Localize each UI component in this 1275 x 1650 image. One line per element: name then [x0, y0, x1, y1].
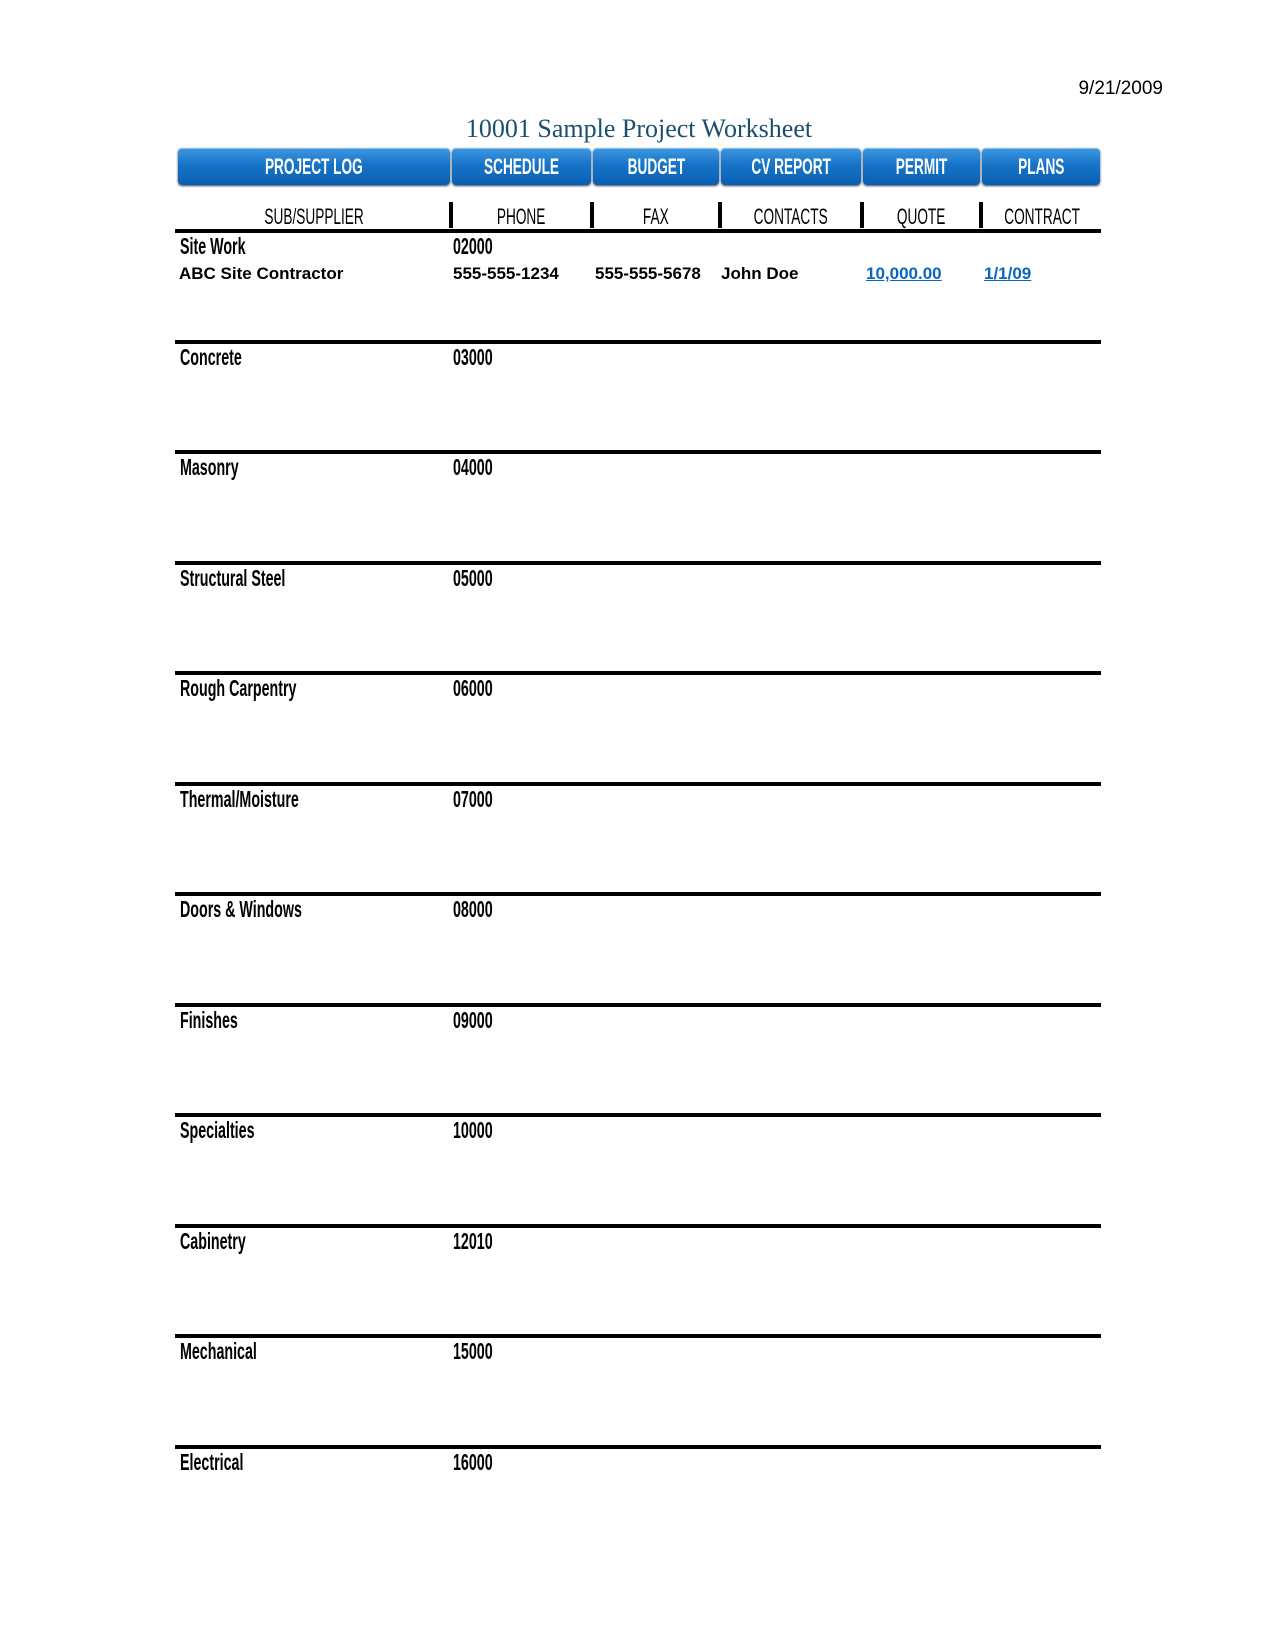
- section-name: Specialties: [180, 1117, 255, 1143]
- nav-button-permit[interactable]: [863, 148, 980, 185]
- section-name: Mechanical: [180, 1338, 257, 1364]
- entry-supplier: ABC Site Contractor: [179, 264, 344, 283]
- nav-button-schedule[interactable]: [452, 148, 591, 185]
- section-divider: [175, 561, 1101, 565]
- section-divider: [175, 1334, 1101, 1338]
- section-name: Finishes: [180, 1006, 238, 1033]
- section-code: 05000: [453, 564, 493, 591]
- column-header: [720, 204, 862, 230]
- column-header-label: FAX: [643, 204, 669, 229]
- section-divider: [175, 340, 1101, 344]
- column-header: [981, 204, 1101, 230]
- entry-phone: 555-555-1234: [453, 264, 559, 283]
- section-code: 09000: [453, 1006, 493, 1033]
- nav-button-label: PROJECT LOG: [265, 153, 363, 179]
- section-code: 07000: [453, 785, 493, 812]
- column-header-label: PHONE: [497, 204, 546, 229]
- section-name: Rough Carpentry: [180, 675, 297, 701]
- section-name: Electrical: [180, 1448, 244, 1475]
- column-divider: [860, 202, 864, 228]
- section-code: 12010: [453, 1227, 493, 1254]
- nav-button-label: PERMIT: [895, 153, 948, 179]
- entry-fax: 555-555-5678: [595, 264, 701, 283]
- section-name: Structural Steel: [180, 564, 286, 591]
- nav-button-label: PLANS: [1017, 153, 1065, 179]
- column-header: [451, 204, 592, 230]
- section-divider: [175, 1445, 1101, 1449]
- column-header: [862, 204, 981, 230]
- section-name: Thermal/Moisture: [180, 785, 299, 812]
- section-name: Cabinetry: [180, 1227, 246, 1254]
- column-divider: [590, 202, 594, 228]
- section-divider: [175, 782, 1101, 786]
- nav-button-plans[interactable]: [982, 148, 1100, 185]
- column-header-label: CONTACTS: [753, 204, 829, 229]
- section-code: 15000: [453, 1338, 493, 1364]
- entry-contact: John Doe: [721, 264, 799, 283]
- section-divider: [175, 450, 1101, 454]
- print-date: 9/21/2009: [1078, 78, 1163, 99]
- column-header-label: QUOTE: [897, 204, 946, 229]
- section-name: Doors & Windows: [180, 896, 302, 922]
- section-divider: [175, 229, 1101, 233]
- column-divider: [979, 202, 983, 228]
- section-code: 16000: [453, 1448, 493, 1475]
- nav-button-label: CV REPORT: [751, 153, 831, 179]
- section-code: 04000: [453, 454, 493, 480]
- section-name: Masonry: [180, 454, 239, 480]
- column-divider: [718, 202, 722, 228]
- section-divider: [175, 1003, 1101, 1007]
- section-name: Site Work: [180, 233, 246, 259]
- nav-button-label: BUDGET: [627, 153, 685, 179]
- entry-quote-link[interactable]: 10,000.00: [866, 264, 942, 283]
- column-header: [592, 204, 720, 230]
- section-code: 06000: [453, 675, 493, 701]
- column-header: [177, 204, 451, 230]
- column-header-label: SUB/SUPPLIER: [264, 204, 364, 229]
- section-divider: [175, 1224, 1101, 1228]
- section-code: 10000: [453, 1117, 493, 1143]
- section-divider: [175, 1113, 1101, 1117]
- nav-button-budget[interactable]: [593, 148, 719, 185]
- page-title: 10001 Sample Project Worksheet: [465, 114, 813, 143]
- column-divider: [449, 202, 453, 228]
- nav-button-cv-report[interactable]: [721, 148, 861, 185]
- section-name: Concrete: [180, 343, 242, 370]
- column-header-label: CONTRACT: [1004, 204, 1080, 229]
- section-divider: [175, 671, 1101, 675]
- section-divider: [175, 892, 1101, 896]
- section-code: 02000: [453, 233, 493, 259]
- section-code: 03000: [453, 343, 493, 370]
- section-code: 08000: [453, 896, 493, 922]
- nav-button-label: SCHEDULE: [483, 153, 560, 179]
- entry-contract-link[interactable]: 1/1/09: [984, 264, 1032, 283]
- nav-button-project-log[interactable]: [178, 148, 450, 185]
